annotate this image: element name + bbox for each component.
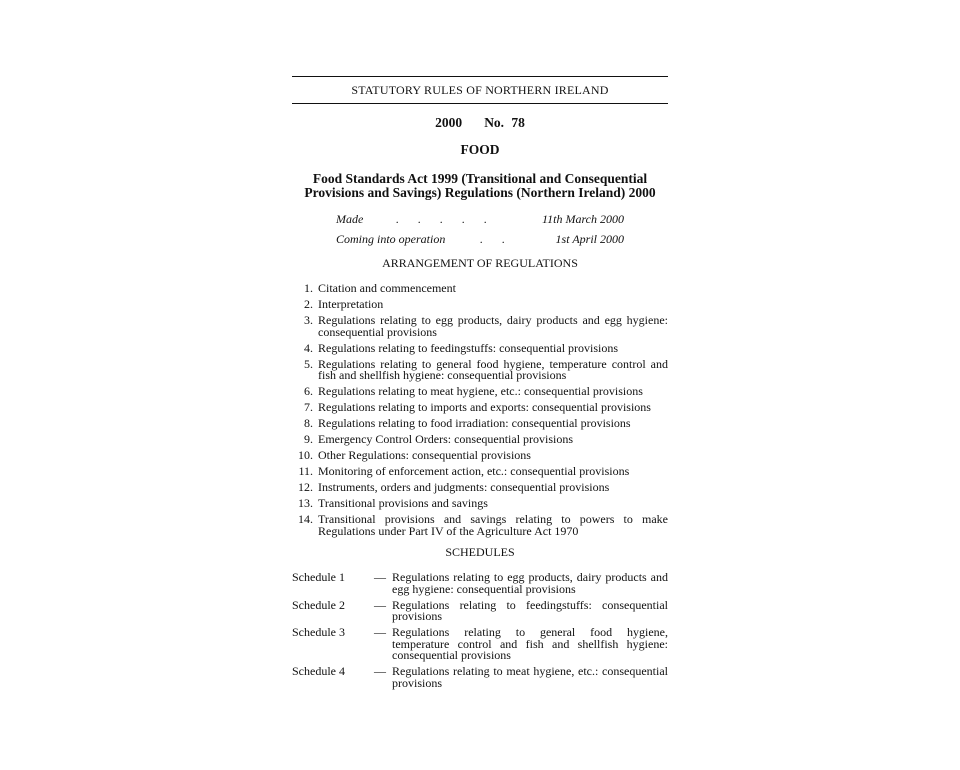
schedule-item	[292, 666, 668, 689]
series-rule	[292, 103, 668, 104]
item-text: Citation and commencement	[318, 281, 456, 295]
rule-number: 2000 No. 78	[435, 115, 525, 130]
schedule-label: Schedule 1	[292, 570, 345, 584]
date-value: 1st April 2000	[555, 232, 624, 246]
schedule-label: Schedule 2	[292, 597, 345, 612]
schedule-label: Schedule 4	[292, 664, 345, 678]
item-number: 12.	[298, 480, 313, 494]
date-row-made	[292, 212, 668, 232]
item-number: 13.	[298, 496, 313, 510]
schedule-item	[292, 597, 668, 623]
schedule-dash: —	[374, 664, 386, 678]
series-title: STATUTORY RULES OF NORTHERN IRELAND	[351, 83, 609, 97]
item-text: Emergency Control Orders: consequential provisions	[318, 432, 574, 446]
schedule-dash: —	[374, 570, 386, 584]
arrangement-heading: ARRANGEMENT OF REGULATIONS	[382, 256, 578, 270]
item-number: 14.	[298, 512, 313, 526]
date-leader-dots: . . . . .	[396, 212, 487, 226]
list-item	[292, 466, 668, 478]
schedule-text: Regulations relating to egg products, dairy products and egg hygiene: consequential provisions	[392, 570, 668, 596]
list-item	[292, 340, 668, 355]
date-row-operation	[292, 232, 668, 252]
item-number: 3.	[304, 313, 313, 327]
title-line-1: Food Standards Act 1999 (Transitional and Consequential	[312, 171, 648, 186]
date-label: Made	[336, 212, 364, 226]
item-number: 8.	[304, 416, 313, 430]
item-number: 6.	[304, 384, 313, 398]
list-item	[292, 299, 668, 311]
list-item	[292, 283, 668, 295]
date-label: Coming into operation	[336, 232, 446, 246]
item-number: 10.	[298, 448, 313, 462]
item-number: 2.	[304, 297, 313, 311]
regulations-list	[292, 283, 668, 537]
item-text: Regulations relating to egg products, dairy products and egg hygiene: consequential provisions	[318, 313, 668, 339]
item-text: Regulations relating to general food hygiene, temperature control and fish and shellfish hygiene: consequential provisions	[318, 356, 668, 382]
item-text: Interpretation	[318, 297, 384, 311]
item-text: Instruments, orders and judgments: consequential provisions	[318, 480, 610, 494]
document-title	[292, 172, 668, 200]
list-item	[292, 418, 668, 430]
list-item	[292, 482, 668, 494]
item-text: Regulations relating to meat hygiene, etc.: consequential provisions	[318, 384, 643, 398]
list-item	[292, 386, 668, 398]
item-number: 7.	[304, 400, 313, 414]
item-text: Monitoring of enforcement action, etc.: consequential provisions	[318, 464, 630, 478]
subject-heading: FOOD	[460, 142, 500, 157]
list-item	[292, 315, 668, 338]
item-number: 11.	[298, 464, 313, 478]
date-leader-dots: . .	[480, 232, 505, 246]
item-text: Transitional provisions and savings	[318, 496, 488, 510]
item-text: Regulations relating to feedingstuffs: consequential provisions	[318, 340, 619, 355]
item-number: 4.	[304, 340, 313, 355]
schedule-dash: —	[374, 597, 386, 612]
list-item	[292, 514, 668, 537]
item-text: Transitional provisions and savings relating to powers to make Regulations under Part IV of the Agriculture Act 1970	[318, 512, 668, 538]
schedules-heading: SCHEDULES	[445, 545, 515, 559]
schedules-list	[292, 572, 668, 689]
document-body	[292, 76, 668, 694]
list-item	[292, 356, 668, 382]
item-text: Other Regulations: consequential provisions	[318, 448, 531, 462]
list-item	[292, 434, 668, 446]
schedule-text: Regulations relating to feedingstuffs: consequential provisions	[392, 597, 668, 623]
list-item	[292, 498, 668, 510]
schedule-item	[292, 627, 668, 662]
list-item	[292, 402, 668, 414]
title-line-2: Provisions and Savings) Regulations (Northern Ireland) 2000	[304, 185, 656, 200]
item-number: 1.	[304, 281, 313, 295]
item-text: Regulations relating to food irradiation: consequential provisions	[318, 416, 631, 430]
schedule-label: Schedule 3	[292, 625, 345, 639]
dates-table	[292, 212, 668, 252]
item-text: Regulations relating to imports and exports: consequential provisions	[318, 400, 651, 414]
item-number: 5.	[304, 356, 313, 371]
schedule-text: Regulations relating to meat hygiene, etc.: consequential provisions	[392, 664, 668, 690]
date-value: 11th March 2000	[542, 212, 624, 226]
item-number: 9.	[304, 432, 313, 446]
list-item	[292, 450, 668, 462]
schedule-dash: —	[374, 625, 386, 639]
schedule-item	[292, 572, 668, 595]
schedule-text: Regulations relating to general food hygiene, temperature control and fish and shellfish hygiene: consequential provisions	[392, 625, 668, 662]
